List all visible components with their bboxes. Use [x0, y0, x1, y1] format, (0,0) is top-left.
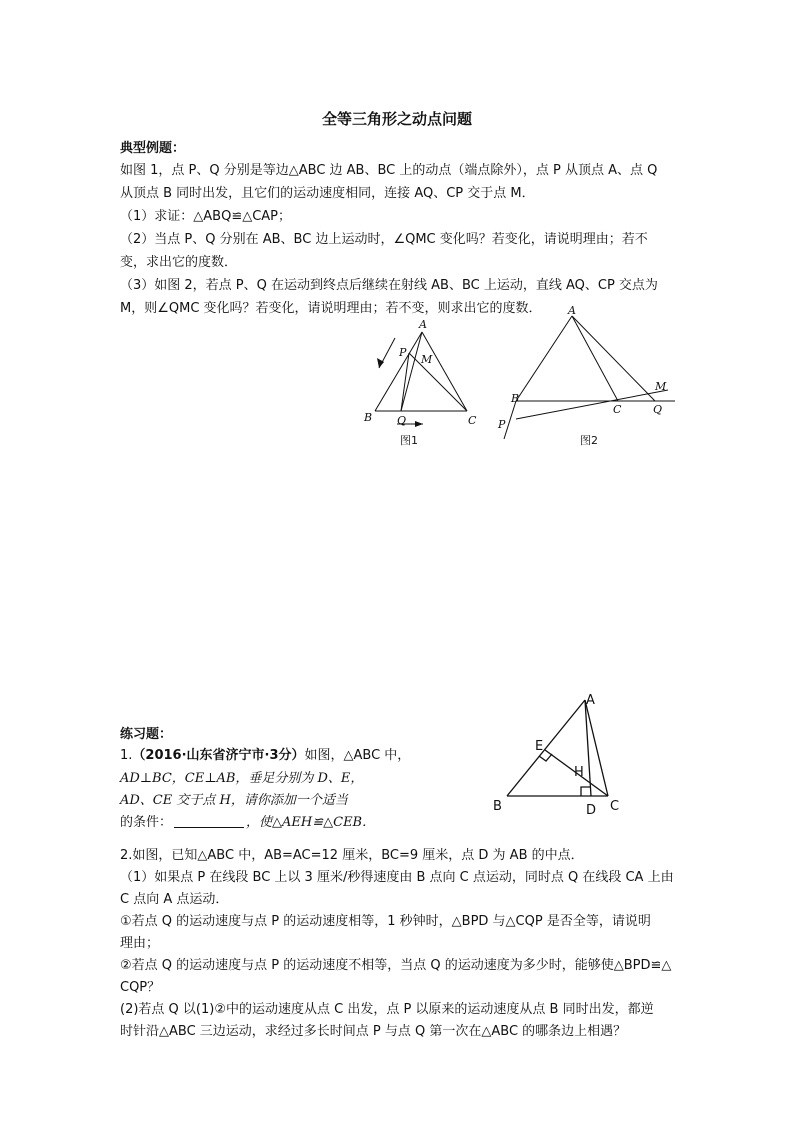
exercise-q2-line: CQP？	[120, 980, 161, 995]
exercise-q2-line: (2)若点 Q 以(1)②中的运动速度从点 C 出发，点 P 以原来的运动速度从点 B 同时出发，都逆	[120, 1002, 654, 1017]
example-line: （2）当点 P、Q 分别在 AB、BC 边上运动时，∠QMC 变化吗？若变化，请说明理由；若不	[120, 232, 648, 247]
exercise-q2-line: 2.如图，已知△ABC 中，AB=AC=12 厘米，BC=9 厘米，点 D 为 AB 的中点．	[120, 848, 584, 863]
q1-condition-prefix: 的条件：	[120, 815, 173, 830]
fig1-label-q: Q	[397, 414, 407, 427]
fig3-label-a: A	[586, 693, 595, 708]
fig2-caption: 图2	[580, 434, 598, 447]
fig2-label-a: A	[568, 304, 576, 317]
fig1-label-m: M	[421, 353, 433, 366]
fig1-label-b: B	[364, 411, 373, 424]
exercise-q1-line2: AD⊥BC，CE⊥AB，垂足分别为 D、E，	[120, 771, 364, 786]
exercise-q1-line4	[120, 811, 375, 830]
q1-answer-blank[interactable]	[174, 815, 244, 828]
exercise-q1-line3: AD、CE 交于点 H，请你添加一个适当	[120, 793, 348, 808]
example-line: 从顶点 B 同时出发，且它们的运动速度相同，连接 AQ、CP 交于点 M．	[120, 186, 535, 201]
example-line: 如图 1，点 P、Q 分别是等边△ABC 边 AB、BC 上的动点（端点除外），点 P 从顶点 A、点 Q	[120, 163, 658, 178]
q1-source: （2016·山东省济宁市·3分）	[132, 748, 305, 763]
exercise-q2-line: 理由；	[120, 936, 160, 951]
fig3-label-d: D	[586, 803, 597, 818]
example-heading: 典型例题：	[120, 141, 186, 156]
fig2-label-p: P	[498, 418, 506, 431]
fig3-label-e: E	[535, 739, 544, 754]
exercise-q1-line1	[120, 744, 410, 763]
example-line: 变，求出它的度数．	[120, 255, 238, 270]
exercise-q2-line: ①若点 Q 的运动速度与点 P 的运动速度相等，1 秒钟时，△BPD 与△CQP 是否全等，请说明	[120, 914, 651, 929]
q1-intro: 如图，△ABC 中，	[304, 748, 411, 763]
figure-3	[485, 690, 635, 825]
fig1-label-c: C	[468, 414, 477, 427]
exercise-q2-line: C 点向 A 点运动．	[120, 892, 229, 907]
exercise-heading: 练习题：	[120, 727, 173, 742]
fig2-label-c: C	[613, 403, 622, 416]
fig2-label-q: Q	[653, 403, 663, 416]
example-line: （1）求证：△ABQ≌△CAP；	[120, 209, 292, 224]
fig2-label-m: M	[655, 380, 667, 393]
fig3-label-c: C	[610, 799, 620, 814]
q1-condition-suffix: ，使△AEH≌△CEB．	[246, 815, 376, 830]
exercise-q2-line: 时针沿△ABC 三边运动，求经过多长时间点 P 与点 Q 第一次在△ABC 的哪条边上相遇？	[120, 1024, 627, 1039]
figure-2	[490, 302, 690, 452]
q1-number: 1.	[120, 748, 133, 763]
fig1-label-a: A	[419, 318, 427, 331]
figure-1	[355, 312, 495, 457]
exercise-q2-line: （1）如果点 P 在线段 BC 上以 3 厘米/秒得速度由 B 点向 C 点运动，同时点 Q 在线段 CA 上由	[120, 870, 674, 885]
example-line: （3）如图 2，若点 P、Q 在运动到终点后继续在射线 AB、BC 上运动，直线 AQ、CP 交点为	[120, 278, 658, 293]
fig2-label-b: B	[511, 392, 520, 405]
fig1-caption: 图1	[400, 434, 418, 447]
example-line: M，则∠QMC 变化吗？若变化，请说明理由；若不变，则求出它的度数．	[120, 301, 542, 316]
page-title: 全等三角形之动点问题	[321, 110, 472, 128]
fig1-label-p: P	[399, 346, 407, 359]
fig3-label-b: B	[493, 799, 502, 814]
exercise-q2-line: ②若点 Q 的运动速度与点 P 的运动速度不相等，当点 Q 的运动速度为多少时，能够使△BPD≌△	[120, 958, 672, 973]
fig3-label-h: H	[574, 765, 584, 780]
